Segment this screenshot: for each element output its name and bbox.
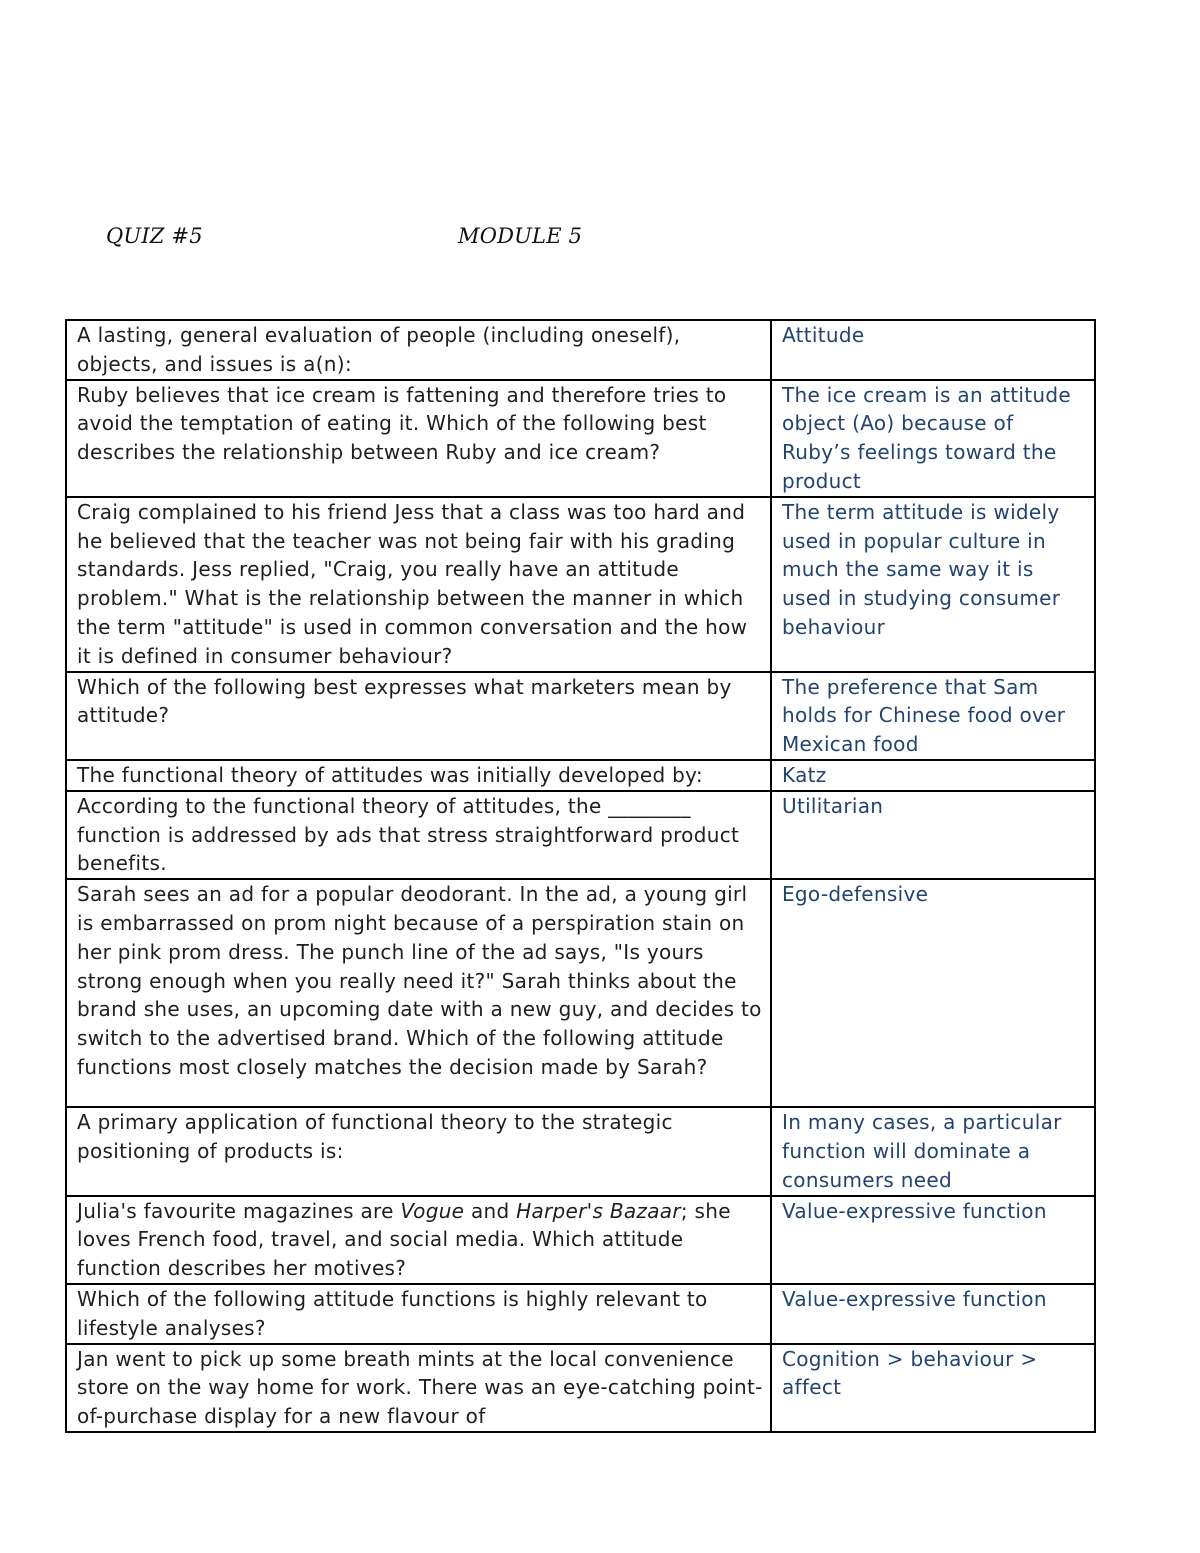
- quiz-title: QUIZ #5: [106, 224, 203, 248]
- question-cell: Jan went to pick up some breath mints at the local convenience store on the way home for work. There was an eye-catching point-of-purchase display for a new flavour of: [66, 1344, 771, 1432]
- magazine-vogue: Vogue: [400, 1198, 465, 1223]
- question-and: and: [464, 1198, 517, 1223]
- question-cell: The functional theory of attitudes was initially developed by:: [66, 760, 771, 791]
- table-row: [66, 380, 1095, 497]
- question-cell: Craig complained to his friend Jess that a class was too hard and he believed that the teacher was not being fair with his grading standards. Jess replied, "Craig, you really have an attitude problem." What is the relationship between the manner in which the term "attitude" is used in common conversation and the how it is defined in consumer behaviour?: [66, 497, 771, 672]
- table-row: [66, 497, 1095, 672]
- question-cell: Which of the following best expresses what marketers mean by attitude?: [66, 672, 771, 760]
- answer-cell: Value-expressive function: [771, 1196, 1095, 1284]
- magazine-harpers-bazaar: Harper's Bazaar: [516, 1198, 681, 1223]
- answer-cell: The ice cream is an attitude object (Ao) because of Ruby’s feelings toward the product: [771, 380, 1095, 497]
- answer-cell: The term attitude is widely used in popular culture in much the same way it is used in studying consumer behaviour: [771, 497, 1095, 672]
- answer-cell: Attitude: [771, 320, 1095, 380]
- question-cell: According to the functional theory of attitudes, the ________ function is addressed by ads that stress straightforward product benefits.: [66, 791, 771, 879]
- question-cell: A lasting, general evaluation of people (including oneself), objects, and issues is a(n):: [66, 320, 771, 380]
- answer-cell: Value-expressive function: [771, 1284, 1095, 1344]
- question-cell: Ruby believes that ice cream is fattening and therefore tries to avoid the temptation of eating it. Which of the following best describes the relationship between Ruby and ice cream?: [66, 380, 771, 497]
- table-row: [66, 760, 1095, 791]
- question-cell: Sarah sees an ad for a popular deodorant. In the ad, a young girl is embarrassed on prom night because of a perspiration stain on her pink prom dress. The punch line of the ad says, "Is yours strong enough when you really need it?" Sarah thinks about the brand she uses, an upcoming date with a new guy, and decides to switch to the advertised brand. Which of the following attitude functions most closely matches the decision made by Sarah?: [66, 879, 771, 1107]
- answer-cell: Katz: [771, 760, 1095, 791]
- module-title: MODULE 5: [458, 224, 583, 248]
- question-rest: ; she loves French food, travel, and social media. Which attitude function describes her motives?: [77, 1198, 731, 1281]
- table-row: [66, 672, 1095, 760]
- table-row: [66, 1107, 1095, 1195]
- table-row: [66, 879, 1095, 1107]
- answer-cell: The preference that Sam holds for Chinese food over Mexican food: [771, 672, 1095, 760]
- question-cell: A primary application of functional theory to the strategic positioning of products is:: [66, 1107, 771, 1195]
- answer-cell: In many cases, a particular function will dominate a consumers need: [771, 1107, 1095, 1195]
- table-row: [66, 1344, 1095, 1432]
- table-row: [66, 320, 1095, 380]
- question-intro: Julia's favourite magazines are: [77, 1198, 401, 1223]
- answer-cell: Ego-defensive: [771, 879, 1095, 1107]
- quiz-table: [65, 319, 1096, 1433]
- answer-cell: Cognition > behaviour > affect: [771, 1344, 1095, 1432]
- table-row: [66, 1196, 1095, 1284]
- table-row: [66, 1284, 1095, 1344]
- question-cell: [66, 1196, 771, 1284]
- question-cell: Which of the following attitude functions is highly relevant to lifestyle analyses?: [66, 1284, 771, 1344]
- answer-cell: Utilitarian: [771, 791, 1095, 879]
- table-row: [66, 791, 1095, 879]
